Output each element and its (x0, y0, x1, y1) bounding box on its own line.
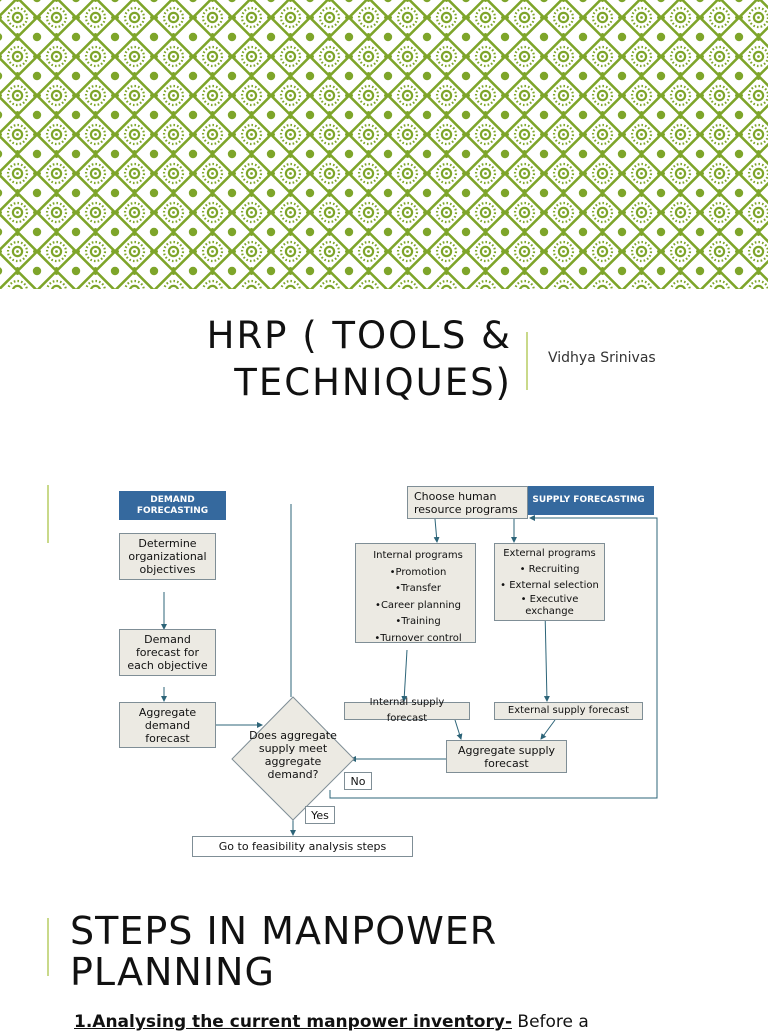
no-label: No (344, 772, 372, 790)
internal-programs-box (355, 543, 476, 643)
section-heading: STEPS IN MANPOWER PLANNING (70, 909, 498, 994)
feasibility-box: Go to feasibility analysis steps (192, 836, 413, 857)
external-program-item: • External selection (500, 580, 599, 591)
paragraph-bold-lead: 1.Analysing the current manpower inventory- (74, 1012, 513, 1032)
section-accent-bar (47, 918, 49, 976)
author-name: Vidhya Srinivas (548, 350, 656, 366)
choose-hr-programs-box: Choose human resource programs (407, 486, 528, 519)
external-program-item: • Executive exchange (520, 594, 579, 617)
aggregate-demand-box: Aggregate demand forecast (119, 702, 216, 748)
internal-program-item: •Transfer (394, 583, 442, 594)
external-program-item: • Recruiting (519, 564, 580, 575)
demand-forecasting-header: DEMAND FORECASTING (119, 491, 226, 520)
body-paragraph (74, 1012, 589, 1032)
aggregate-supply-box: Aggregate supply forecast (446, 740, 567, 773)
internal-supply-forecast-box: Internal supply forecast (344, 702, 470, 720)
decision-text: Does aggregate supply meet aggregate demand? (249, 729, 337, 781)
internal-program-item: •Promotion (389, 566, 447, 578)
external-programs-box (494, 543, 605, 621)
internal-programs-title: Internal programs (373, 550, 463, 561)
demand-forecast-box: Demand forecast for each objective (119, 629, 216, 676)
paragraph-text: Before a (512, 1012, 589, 1032)
external-supply-forecast-box: External supply forecast (494, 702, 643, 720)
yes-label: Yes (305, 806, 335, 824)
internal-program-item: •Career planning (375, 599, 461, 611)
supply-forecasting-header: SUPPLY FORECASTING (523, 486, 654, 515)
determine-objectives-box: Determine organizational objectives (119, 533, 216, 580)
slide-title: HRP ( TOOLS & TECHNIQUES) (206, 314, 512, 404)
external-programs-title: External programs (503, 548, 596, 559)
internal-program-item: •Training (395, 616, 441, 627)
internal-program-item: •Turnover control (374, 632, 462, 644)
